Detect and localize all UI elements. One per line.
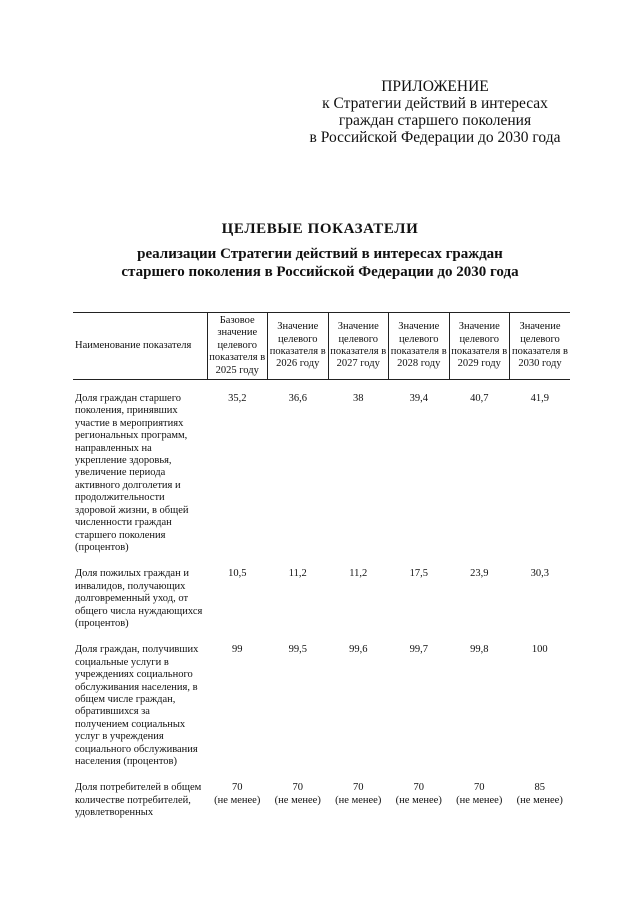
indicator-value-2026: 70 (не менее) <box>268 782 329 833</box>
value-qualifier: (не менее) <box>335 794 382 806</box>
appendix-block <box>300 78 570 146</box>
value-qualifier: (не менее) <box>395 794 442 806</box>
indicator-name: Доля граждан старшего поколения, принявших участие в мероприятиях региональных программ, направленных на укрепление здоровья, увеличение периода активного долголетия и продолжительности здоровой жизни, в общей численности граждан старшего поколения (процентов) <box>75 393 189 553</box>
indicator-value-2028: 99,7 <box>409 644 428 656</box>
header-indicator-name: Наименование показателя <box>73 313 207 380</box>
value-qualifier: (не менее) <box>274 794 321 806</box>
indicator-value-2027: 70 (не менее) <box>328 782 389 833</box>
indicator-value-2027: 99,6 <box>349 644 368 656</box>
indicator-value-2026: 99,5 <box>288 644 307 656</box>
indicator-value-2028: 39,4 <box>409 393 428 405</box>
indicator-value-2027: 11,2 <box>349 568 368 580</box>
indicator-value-2026: 11,2 <box>288 568 307 580</box>
indicator-value-2025: 99 <box>232 644 243 656</box>
indicator-value-2029: 23,9 <box>470 568 489 580</box>
appendix-label: ПРИЛОЖЕНИЕ <box>381 78 489 95</box>
table-row <box>73 782 570 833</box>
header-value-2030: Значение целевого показателя в 2030 году <box>510 313 571 380</box>
subtitle-line2: старшего поколения в Российской Федерации до 2030 года <box>121 264 519 280</box>
indicator-value-2029: 70 (не менее) <box>449 782 510 833</box>
document-title: ЦЕЛЕВЫЕ ПОКАЗАТЕЛИ <box>221 221 419 237</box>
header-base-2025: Базовое значение целевого показателя в 2025 году <box>207 313 268 380</box>
appendix-ref-line3: в Российской Федерации до 2030 года <box>309 129 561 146</box>
indicator-value-2028: 70 (не менее) <box>389 782 450 833</box>
indicator-value-2025: 35,2 <box>228 393 247 405</box>
subtitle-line1: реализации Стратегии действий в интересах граждан <box>137 246 503 262</box>
indicator-value-2030: 100 <box>531 644 548 656</box>
indicator-name: Доля граждан, получивших социальные услуги в учреждениях социального обслуживания населения, в общем числе граждан, обратившихся за получением социальных услуг в учреждения социального обслуживания населения (процентов) <box>75 644 199 767</box>
indicator-value-2030: 41,9 <box>530 393 549 405</box>
indicator-value-2025: 70 (не менее) <box>207 782 268 833</box>
indicator-value-2026: 36,6 <box>288 393 307 405</box>
header-value-2027: Значение целевого показателя в 2027 году <box>328 313 389 380</box>
indicator-value-2025: 10,5 <box>228 568 247 580</box>
indicator-value-2028: 17,5 <box>409 568 428 580</box>
document-subtitle <box>0 245 640 281</box>
header-value-2028: Значение целевого показателя в 2028 году <box>389 313 450 380</box>
indicator-name: Доля потребителей в общем количестве потребителей, удовлетворенных <box>75 782 202 819</box>
table-row <box>73 568 570 644</box>
value-qualifier: (не менее) <box>516 794 563 806</box>
value-qualifier: (не менее) <box>214 794 261 806</box>
table-row <box>73 380 570 569</box>
table-row <box>73 644 570 782</box>
indicator-value-2029: 99,8 <box>470 644 489 656</box>
header-value-2026: Значение целевого показателя в 2026 году <box>268 313 329 380</box>
appendix-ref-line1: к Стратегии действий в интересах <box>322 95 548 112</box>
value-qualifier: (не менее) <box>456 794 503 806</box>
indicator-value-2030: 85 (не менее) <box>510 782 571 833</box>
appendix-ref-line2: граждан старшего поколения <box>338 112 532 129</box>
header-value-2029: Значение целевого показателя в 2029 году <box>449 313 510 380</box>
indicator-value-2027: 38 <box>353 393 364 405</box>
table-header-row <box>73 313 570 380</box>
indicator-value-2029: 40,7 <box>470 393 489 405</box>
indicator-value-2030: 30,3 <box>530 568 549 580</box>
indicators-table <box>73 312 570 834</box>
indicator-name: Доля пожилых граждан и инвалидов, получающих долговременный уход, от общего числа нуждающихся (процентов) <box>75 568 203 629</box>
